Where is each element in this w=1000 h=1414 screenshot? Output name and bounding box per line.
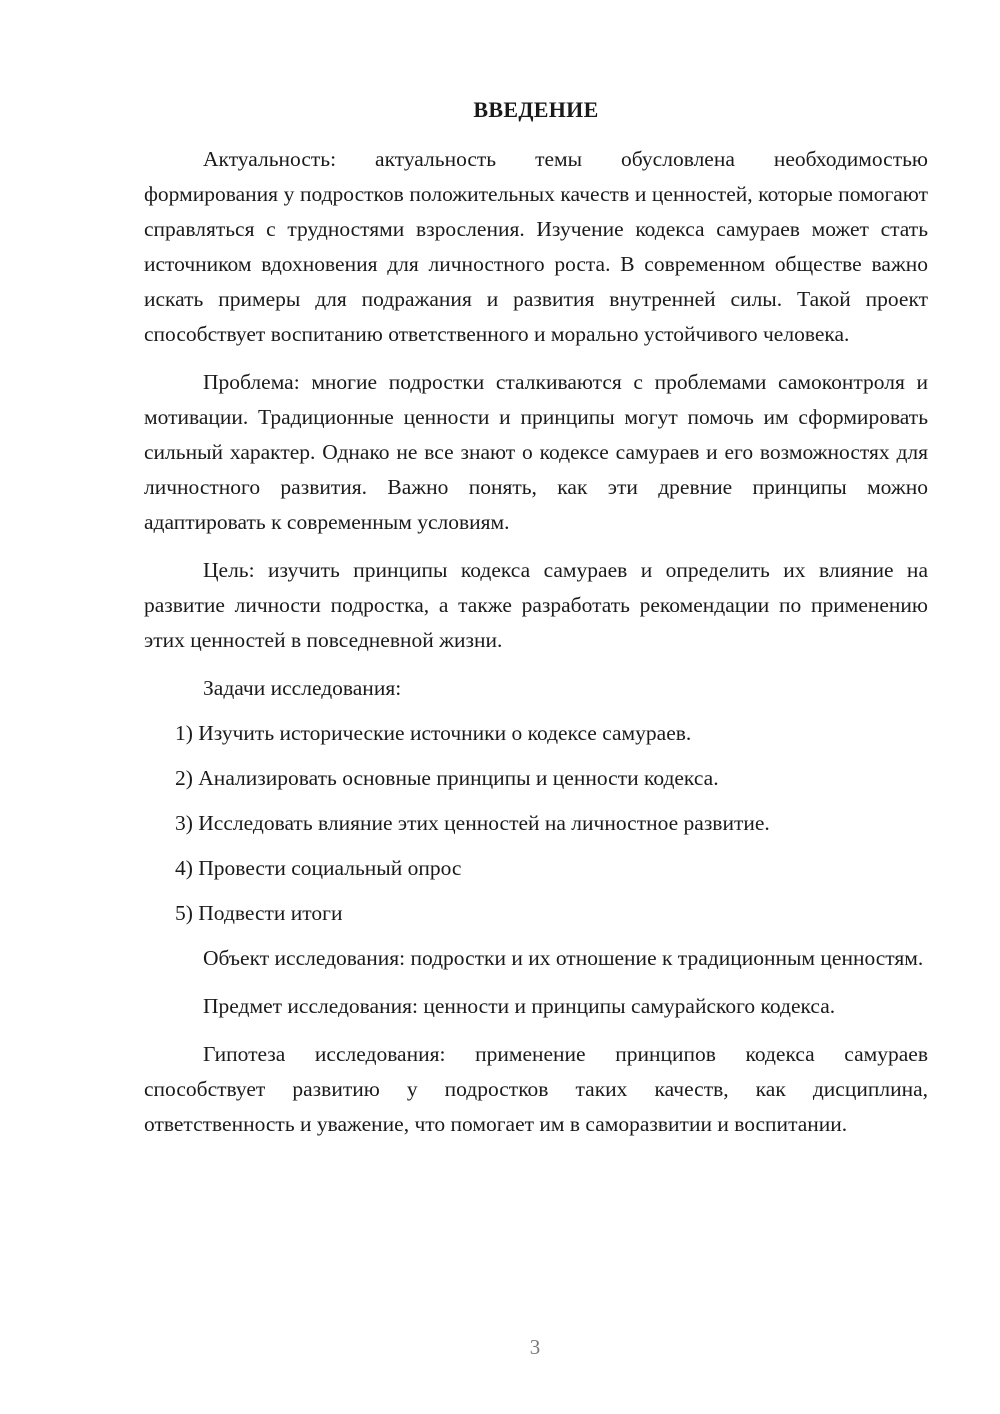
task-item-4: 4) Провести социальный опрос bbox=[175, 856, 462, 880]
task-item-2: 2) Анализировать основные принципы и ценности кодекса. bbox=[175, 766, 719, 790]
task-list bbox=[144, 716, 928, 931]
paragraph-problem: Проблема: многие подростки сталкиваются с проблемами самоконтроля и мотивации. Традиционные ценности и принципы могут помочь им сформировать сильный характер. Однако не все знают о кодексе самураев и его возможностях для личностного развития. Важно понять, как эти древние принципы можно адаптировать к современным условиям. bbox=[144, 370, 928, 534]
task-item-5: 5) Подвести итоги bbox=[175, 901, 343, 925]
task-item-3: 3) Исследовать влияние этих ценностей на личностное развитие. bbox=[175, 811, 770, 835]
tasks-heading: Задачи исследования: bbox=[203, 676, 402, 700]
page-content bbox=[144, 94, 928, 1155]
paragraph-goal: Цель: изучить принципы кодекса самураев и определить их влияние на развитие личности подростка, а также разработать рекомендации по применению этих ценностей в повседневной жизни. bbox=[144, 558, 928, 652]
task-item-1: 1) Изучить исторические источники о кодексе самураев. bbox=[175, 721, 692, 745]
paragraph-subject: Предмет исследования: ценности и принципы самурайского кодекса. bbox=[203, 994, 836, 1018]
paragraph-relevance: Актуальность: актуальность темы обусловлена необходимостью формирования у подростков положительных качеств и ценностей, которые помогают справляться с трудностями взросления. Изучение кодекса самураев может стать источником вдохновения для личностного роста. В современном обществе важно искать примеры для подражания и развития внутренней силы. Такой проект способствует воспитанию ответственного и морально устойчивого человека. bbox=[144, 147, 928, 346]
paragraph-object: Объект исследования: подростки и их отношение к традиционным ценностям. bbox=[203, 946, 924, 970]
page-number: 3 bbox=[529, 1335, 541, 1359]
paragraph-hypothesis: Гипотеза исследования: применение принципов кодекса самураев способствует развитию у подростков таких качеств, как дисциплина, ответственность и уважение, что помогает им в саморазвитии и воспитании. bbox=[144, 1042, 928, 1136]
page-title: ВВЕДЕНИЕ bbox=[473, 97, 599, 122]
